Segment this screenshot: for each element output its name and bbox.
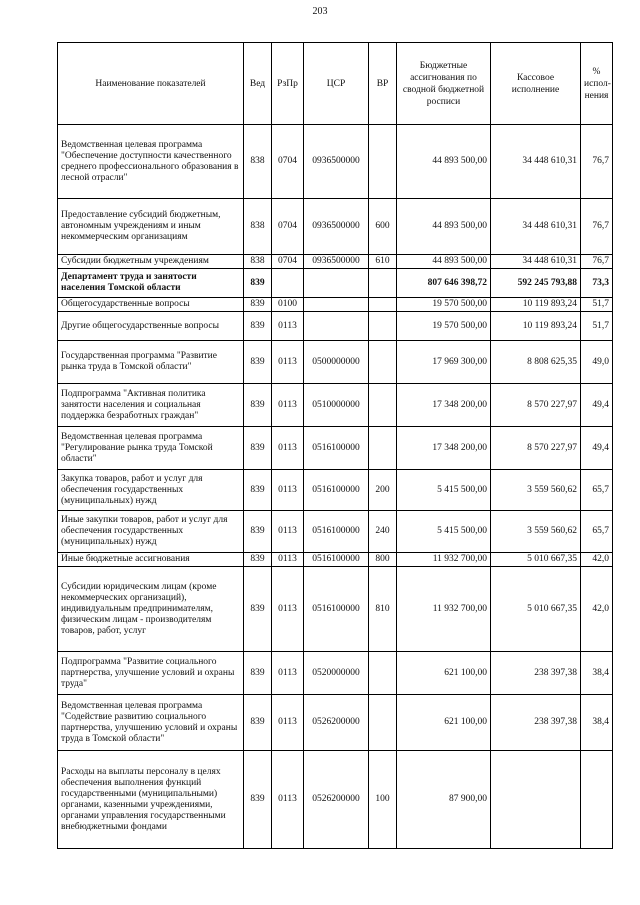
cell-ved: 839 — [244, 567, 272, 652]
header-rzpr: РзПр — [272, 43, 304, 125]
cell-assigned: 5 415 500,00 — [397, 511, 491, 553]
cell-name: Государственная программа "Развитие рынка труда в Томской области" — [58, 341, 244, 384]
cell-percent: 51,7 — [581, 298, 613, 312]
cell-csr: 0520000000 — [304, 652, 369, 695]
cell-vr: 810 — [369, 567, 397, 652]
table-row — [58, 553, 613, 567]
cell-assigned: 621 100,00 — [397, 652, 491, 695]
cell-percent: 76,7 — [581, 199, 613, 255]
cell-vr — [369, 652, 397, 695]
budget-table — [57, 42, 613, 849]
cell-vr — [369, 427, 397, 470]
cell-ved: 839 — [244, 298, 272, 312]
cell-ved: 839 — [244, 511, 272, 553]
cell-ved: 839 — [244, 269, 272, 298]
cell-name: Иные бюджетные ассигнования — [58, 553, 244, 567]
cell-vr: 100 — [369, 751, 397, 849]
cell-ved: 839 — [244, 751, 272, 849]
cell-executed — [491, 751, 581, 849]
table-row — [58, 341, 613, 384]
cell-csr: 0516100000 — [304, 553, 369, 567]
cell-name: Подпрограмма "Развитие социального партнерства, улучшение условий и охраны труда" — [58, 652, 244, 695]
cell-ved: 838 — [244, 255, 272, 269]
cell-rzpr: 0704 — [272, 125, 304, 199]
header-name: Наименование показателей — [58, 43, 244, 125]
cell-assigned: 17 348 200,00 — [397, 427, 491, 470]
cell-assigned: 807 646 398,72 — [397, 269, 491, 298]
table-row — [58, 567, 613, 652]
cell-csr: 0516100000 — [304, 470, 369, 511]
cell-assigned: 621 100,00 — [397, 695, 491, 751]
table-row — [58, 199, 613, 255]
cell-csr — [304, 312, 369, 341]
cell-csr: 0516100000 — [304, 511, 369, 553]
cell-executed: 8 570 227,97 — [491, 384, 581, 427]
cell-name: Закупка товаров, работ и услуг для обеспечения государственных (муниципальных) нужд — [58, 470, 244, 511]
cell-assigned: 17 969 300,00 — [397, 341, 491, 384]
cell-executed: 3 559 560,62 — [491, 511, 581, 553]
cell-csr: 0936500000 — [304, 255, 369, 269]
page-number: 203 — [312, 6, 328, 17]
table-row — [58, 312, 613, 341]
cell-name: Субсидии бюджетным учреждениям — [58, 255, 244, 269]
cell-percent: 76,7 — [581, 125, 613, 199]
cell-executed: 238 397,38 — [491, 695, 581, 751]
cell-rzpr — [272, 269, 304, 298]
cell-assigned: 87 900,00 — [397, 751, 491, 849]
cell-vr — [369, 298, 397, 312]
cell-csr: 0936500000 — [304, 199, 369, 255]
header-percent: % испол-нения — [581, 43, 613, 125]
table-row — [58, 470, 613, 511]
cell-percent: 49,0 — [581, 341, 613, 384]
cell-name: Предоставление субсидий бюджетным, автономным учреждениям и иным некоммерческим организациям — [58, 199, 244, 255]
cell-ved: 839 — [244, 553, 272, 567]
cell-executed: 10 119 893,24 — [491, 312, 581, 341]
cell-executed: 34 448 610,31 — [491, 199, 581, 255]
header-ved: Вед — [244, 43, 272, 125]
table-row — [58, 695, 613, 751]
cell-csr: 0500000000 — [304, 341, 369, 384]
cell-rzpr: 0113 — [272, 427, 304, 470]
cell-executed: 5 010 667,35 — [491, 553, 581, 567]
cell-name: Иные закупки товаров, работ и услуг для обеспечения государственных (муниципальных) нужд — [58, 511, 244, 553]
cell-executed: 592 245 793,88 — [491, 269, 581, 298]
cell-name: Департамент труда и занятости населения Томской области — [58, 269, 244, 298]
cell-percent: 73,3 — [581, 269, 613, 298]
cell-assigned: 44 893 500,00 — [397, 199, 491, 255]
cell-ved: 839 — [244, 470, 272, 511]
cell-assigned: 44 893 500,00 — [397, 125, 491, 199]
cell-assigned: 5 415 500,00 — [397, 470, 491, 511]
cell-ved: 839 — [244, 695, 272, 751]
cell-vr — [369, 695, 397, 751]
table-row — [58, 511, 613, 553]
cell-rzpr: 0113 — [272, 652, 304, 695]
cell-name: Общегосударственные вопросы — [58, 298, 244, 312]
cell-executed: 5 010 667,35 — [491, 567, 581, 652]
cell-name: Ведомственная целевая программа "Обеспечение доступности качественного среднего профессионального образования в лесной отрасли" — [58, 125, 244, 199]
cell-assigned: 11 932 700,00 — [397, 553, 491, 567]
cell-assigned: 19 570 500,00 — [397, 298, 491, 312]
table-row — [58, 298, 613, 312]
cell-percent: 42,0 — [581, 567, 613, 652]
cell-percent: 49,4 — [581, 427, 613, 470]
cell-csr: 0516100000 — [304, 567, 369, 652]
cell-assigned: 44 893 500,00 — [397, 255, 491, 269]
cell-percent: 65,7 — [581, 511, 613, 553]
cell-rzpr: 0113 — [272, 341, 304, 384]
header-assigned: Бюджетные ассигнования по сводной бюджетной росписи — [397, 43, 491, 125]
cell-csr: 0526200000 — [304, 695, 369, 751]
cell-vr — [369, 341, 397, 384]
cell-name: Субсидии юридическим лицам (кроме некоммерческих организаций), индивидуальным предпринимателям, физическим лицам - производителям товаров, работ, услуг — [58, 567, 244, 652]
cell-csr: 0516100000 — [304, 427, 369, 470]
cell-vr — [369, 312, 397, 341]
cell-rzpr: 0113 — [272, 695, 304, 751]
header-csr: ЦСР — [304, 43, 369, 125]
cell-csr — [304, 269, 369, 298]
cell-name: Расходы на выплаты персоналу в целях обеспечения выполнения функций государственными (муниципальными) органами, казенными учреждениями, органами управления государственными внебюджетными фондами — [58, 751, 244, 849]
table-row — [58, 255, 613, 269]
cell-name: Подпрограмма "Активная политика занятости населения и социальная поддержка безработных граждан" — [58, 384, 244, 427]
cell-executed: 10 119 893,24 — [491, 298, 581, 312]
cell-executed: 8 808 625,35 — [491, 341, 581, 384]
cell-vr — [369, 384, 397, 427]
cell-csr: 0510000000 — [304, 384, 369, 427]
header-vr: ВР — [369, 43, 397, 125]
cell-ved: 839 — [244, 384, 272, 427]
cell-assigned: 17 348 200,00 — [397, 384, 491, 427]
cell-name: Другие общегосударственные вопросы — [58, 312, 244, 341]
cell-rzpr: 0113 — [272, 384, 304, 427]
cell-ved: 839 — [244, 427, 272, 470]
cell-ved: 839 — [244, 341, 272, 384]
cell-rzpr: 0113 — [272, 312, 304, 341]
cell-percent: 51,7 — [581, 312, 613, 341]
cell-ved: 838 — [244, 199, 272, 255]
cell-percent: 76,7 — [581, 255, 613, 269]
cell-ved: 839 — [244, 312, 272, 341]
table-row — [58, 427, 613, 470]
cell-percent: 38,4 — [581, 652, 613, 695]
cell-vr — [369, 269, 397, 298]
cell-name: Ведомственная целевая программа "Регулирование рынка труда Томской области" — [58, 427, 244, 470]
cell-percent: 49,4 — [581, 384, 613, 427]
cell-ved: 838 — [244, 125, 272, 199]
cell-executed: 8 570 227,97 — [491, 427, 581, 470]
cell-csr — [304, 298, 369, 312]
cell-executed: 3 559 560,62 — [491, 470, 581, 511]
cell-vr: 610 — [369, 255, 397, 269]
cell-assigned: 11 932 700,00 — [397, 567, 491, 652]
cell-rzpr: 0704 — [272, 255, 304, 269]
cell-vr: 600 — [369, 199, 397, 255]
cell-percent: 65,7 — [581, 470, 613, 511]
cell-ved: 839 — [244, 652, 272, 695]
cell-rzpr: 0113 — [272, 470, 304, 511]
cell-rzpr: 0704 — [272, 199, 304, 255]
cell-name: Ведомственная целевая программа "Содействие развитию социального партнерства, улучшению условий и охраны труда в Томской области" — [58, 695, 244, 751]
cell-rzpr: 0113 — [272, 511, 304, 553]
cell-percent: 38,4 — [581, 695, 613, 751]
cell-executed: 238 397,38 — [491, 652, 581, 695]
table-row — [58, 751, 613, 849]
table-row — [58, 652, 613, 695]
cell-rzpr: 0113 — [272, 567, 304, 652]
cell-rzpr: 0100 — [272, 298, 304, 312]
cell-percent: 42,0 — [581, 553, 613, 567]
table-row — [58, 125, 613, 199]
cell-vr: 800 — [369, 553, 397, 567]
cell-vr: 200 — [369, 470, 397, 511]
header-executed: Кассовое исполнение — [491, 43, 581, 125]
header-row — [58, 43, 613, 125]
cell-percent — [581, 751, 613, 849]
cell-csr: 0526200000 — [304, 751, 369, 849]
cell-vr: 240 — [369, 511, 397, 553]
table-row — [58, 384, 613, 427]
cell-assigned: 19 570 500,00 — [397, 312, 491, 341]
cell-executed: 34 448 610,31 — [491, 255, 581, 269]
cell-csr: 0936500000 — [304, 125, 369, 199]
cell-vr — [369, 125, 397, 199]
table-row — [58, 269, 613, 298]
cell-rzpr: 0113 — [272, 751, 304, 849]
cell-executed: 34 448 610,31 — [491, 125, 581, 199]
cell-rzpr: 0113 — [272, 553, 304, 567]
